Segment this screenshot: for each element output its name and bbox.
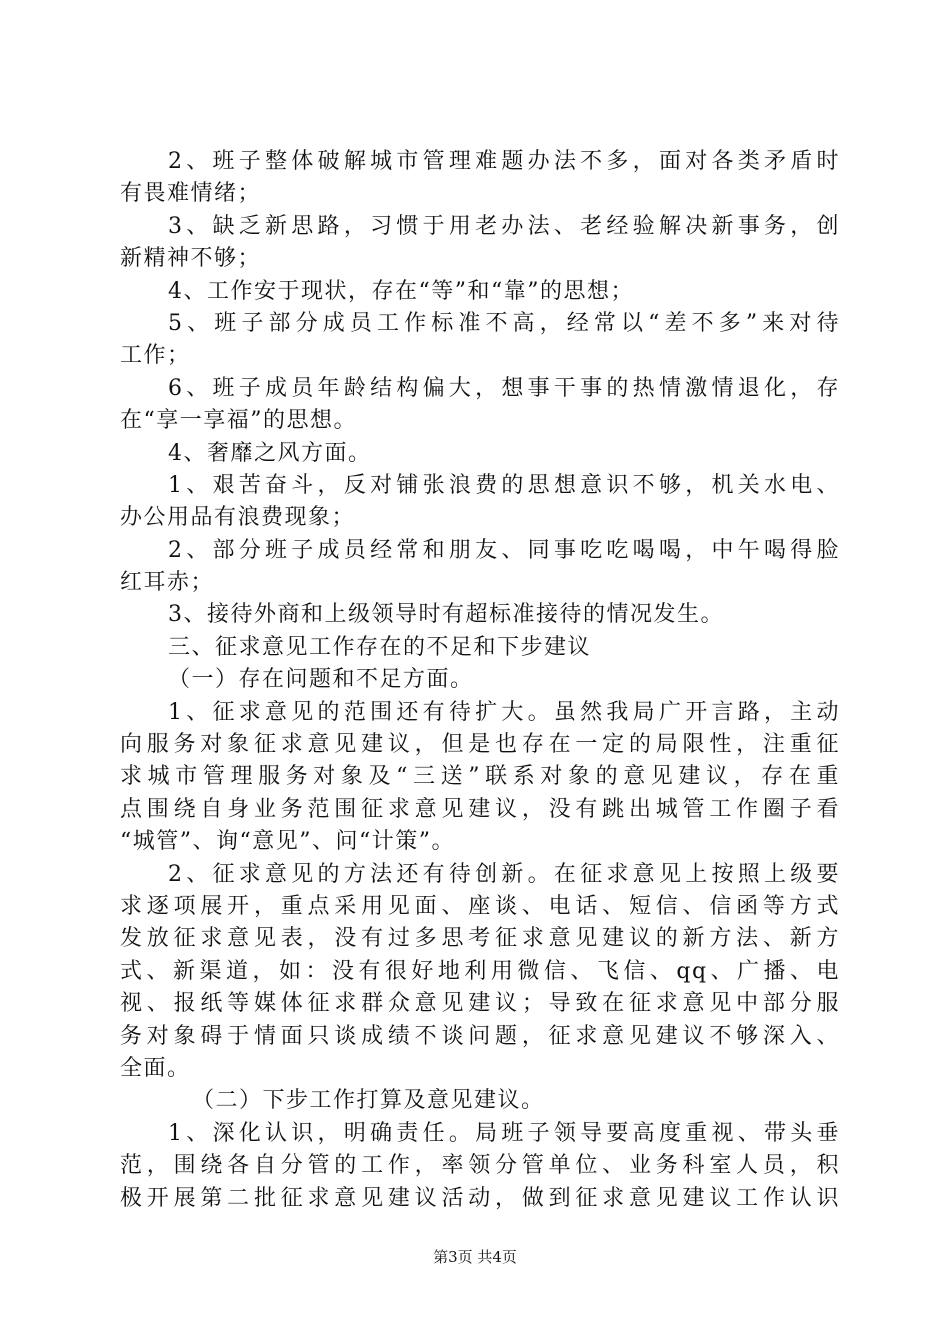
text-line: 2、征求意见的方法还有待创新。在征求意见上按照上级要 [168, 861, 840, 887]
text-line: 三、征求意见工作存在的不足和下步建议 [168, 634, 592, 660]
text-line: 2、班子整体破解城市管理难题办法不多，面对各类矛盾时 [168, 149, 840, 174]
text-line: 3、接待外商和上级领导时有超标准接待的情况发生。 [168, 602, 724, 628]
text-line: 求逐项展开，重点采用见面、座谈、电话、短信、信函等方式 [120, 893, 840, 919]
text-line: 求城市管理服务对象及“三送”联系对象的意见建议，存在重 [120, 764, 840, 790]
text-line: 在“享一享福”的思想。 [120, 408, 357, 434]
text-line: 2、部分班子成员经常和朋友、同事吃吃喝喝，中午喝得脸 [168, 537, 840, 563]
text-line: 3、缺乏新思路，习惯于用老办法、老经验解决新事务，创 [168, 213, 840, 239]
text-line: 新精神不够； [120, 246, 262, 272]
text-line: 极开展第二批征求意见建议活动，做到征求意见建议工作认识 [120, 1185, 840, 1211]
text-line: 红耳赤； [120, 570, 215, 596]
text-line: 式、新渠道，如：没有很好地利用微信、飞信、qq、广播、电 [120, 958, 840, 984]
text-line: 发放征求意见表，没有过多思考征求意见建议的新方法、新方 [120, 926, 840, 952]
text-line: 向服务对象征求意见建议，但是也存在一定的局限性，注重征 [120, 732, 840, 758]
text-line: 工作； [120, 343, 191, 369]
text-line: （一）存在问题和不足方面。 [168, 667, 474, 693]
text-line: 1、艰苦奋斗，反对铺张浪费的思想意识不够，机关水电、 [168, 472, 840, 498]
text-line: 5、班子部分成员工作标准不高，经常以“差不多”来对待 [168, 310, 840, 336]
text-line: 办公用品有浪费现象； [120, 505, 356, 531]
text-line: 视、报纸等媒体征求群众意见建议；导致在征求意见中部分服 [120, 991, 840, 1017]
text-line: 6、班子成员年龄结构偏大，想事干事的热情激情退化，存 [168, 375, 840, 401]
text-line: 全面。 [120, 1055, 191, 1081]
text-line: 1、深化认识，明确责任。局班子领导要高度重视、带头垂 [168, 1120, 840, 1146]
text-line: “城管”、询“意见”、问“计策”。 [120, 829, 455, 855]
text-line: 4、工作安于现状，存在“等”和“靠”的思想； [168, 278, 634, 304]
text-line: 4、奢靡之风方面。 [168, 440, 372, 466]
text-line: （二）下步工作打算及意见建议。 [192, 1088, 545, 1114]
document-body [120, 146, 840, 1215]
page-footer: 第3页 共4页 [433, 1248, 517, 1266]
text-line: 点围绕自身业务范围征求意见建议，没有跳出城管工作圈子看 [120, 796, 840, 822]
text-line: 务对象碍于情面只谈成绩不谈问题，征求意见建议不够深入、 [120, 1023, 840, 1049]
text-line: 有畏难情绪； [120, 181, 262, 207]
text-line: 范，围绕各自分管的工作，率领分管单位、业务科室人员，积 [120, 1153, 840, 1179]
text-line: 1、征求意见的范围还有待扩大。虽然我局广开言路，主动 [168, 699, 840, 725]
